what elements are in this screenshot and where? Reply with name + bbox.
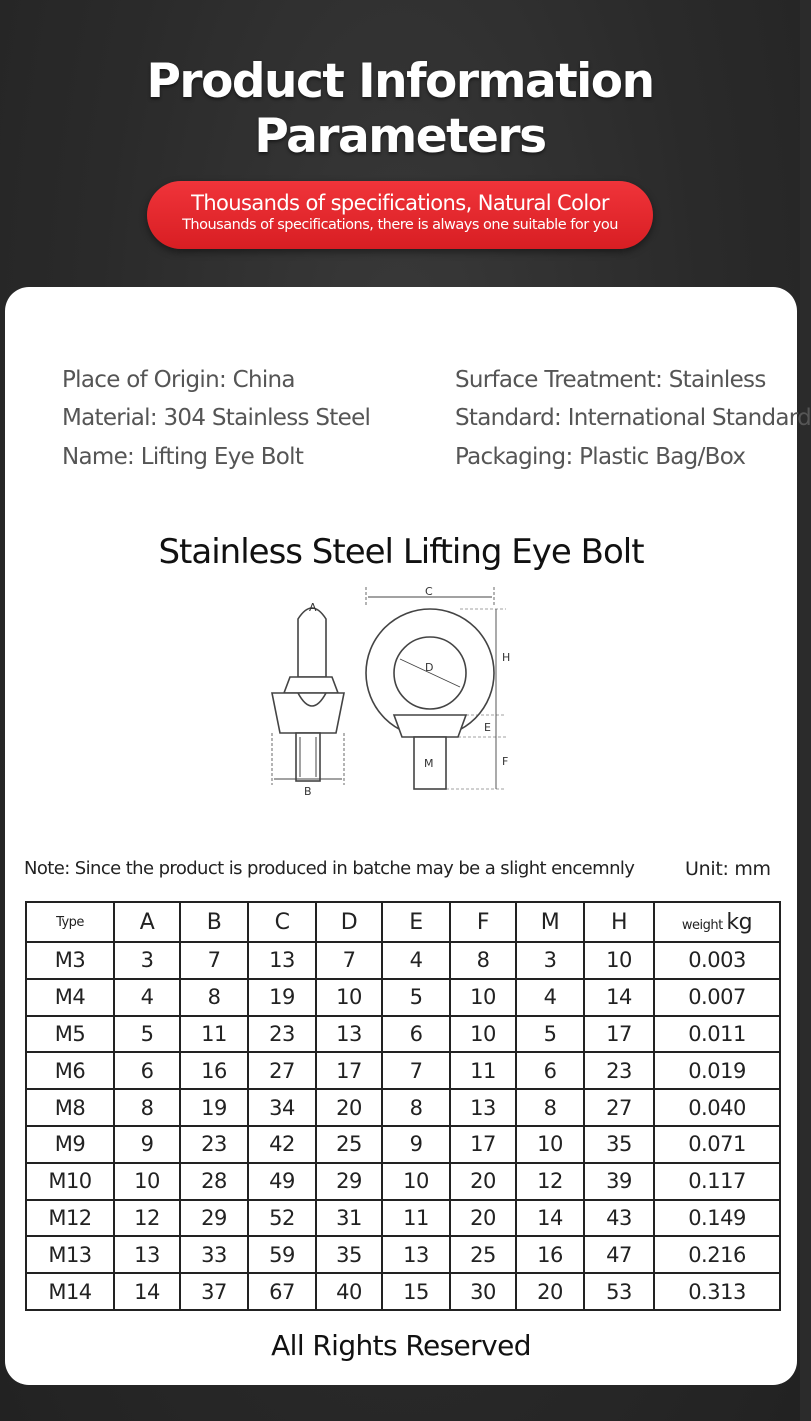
- spec-surface: Surface Treatment: Stainless: [455, 367, 766, 393]
- cell-a: 12: [114, 1200, 180, 1237]
- cell-d: 25: [316, 1126, 382, 1163]
- cell-f: 30: [450, 1273, 516, 1310]
- cell-c: 34: [248, 1089, 316, 1126]
- cell-h: 43: [584, 1200, 654, 1237]
- front-view: [366, 587, 509, 789]
- cell-a: 14: [114, 1273, 180, 1310]
- cell-c: 67: [248, 1273, 316, 1310]
- cell-m: 6: [516, 1052, 584, 1089]
- cell-c: 52: [248, 1200, 316, 1237]
- header-weight-unit: kg: [726, 909, 753, 935]
- eye-bolt-diagram: [260, 585, 530, 807]
- cell-h: 17: [584, 1016, 654, 1053]
- label-d: D: [425, 661, 434, 674]
- cell-c: 42: [248, 1126, 316, 1163]
- cell-h: 27: [584, 1089, 654, 1126]
- cell-f: 8: [450, 942, 516, 979]
- table-row: [26, 942, 780, 979]
- cell-weight: 0.149: [654, 1200, 780, 1237]
- spec-name: Name: Lifting Eye Bolt: [62, 444, 304, 470]
- cell-d: 31: [316, 1200, 382, 1237]
- cell-c: 59: [248, 1236, 316, 1273]
- cell-b: 37: [180, 1273, 248, 1310]
- cell-b: 19: [180, 1089, 248, 1126]
- header-type: Type: [26, 902, 114, 942]
- spec-material: Material: 304 Stainless Steel: [62, 405, 371, 431]
- table-row: [26, 1126, 780, 1163]
- cell-weight: 0.003: [654, 942, 780, 979]
- cell-e: 5: [382, 979, 450, 1016]
- cell-e: 8: [382, 1089, 450, 1126]
- cell-e: 13: [382, 1236, 450, 1273]
- cell-b: 7: [180, 942, 248, 979]
- label-e: E: [484, 721, 491, 734]
- cell-m: 10: [516, 1126, 584, 1163]
- table-row: [26, 1273, 780, 1310]
- header-weight: [654, 902, 780, 942]
- cell-e: 10: [382, 1163, 450, 1200]
- label-a: A: [309, 601, 317, 614]
- cell-type: M12: [26, 1200, 114, 1237]
- header-d: D: [316, 902, 382, 942]
- cell-a: 8: [114, 1089, 180, 1126]
- table-row: [26, 1163, 780, 1200]
- cell-b: 11: [180, 1016, 248, 1053]
- spec-origin: Place of Origin: China: [62, 367, 295, 393]
- cell-m: 14: [516, 1200, 584, 1237]
- cell-weight: 0.071: [654, 1126, 780, 1163]
- cell-c: 19: [248, 979, 316, 1016]
- header-a: A: [114, 902, 180, 942]
- cell-d: 10: [316, 979, 382, 1016]
- cell-type: M9: [26, 1126, 114, 1163]
- cell-c: 13: [248, 942, 316, 979]
- cell-type: M8: [26, 1089, 114, 1126]
- batch-note: Note: Since the product is produced in batche may be a slight encemnly: [24, 858, 635, 879]
- cell-weight: 0.007: [654, 979, 780, 1016]
- cell-f: 11: [450, 1052, 516, 1089]
- label-m: M: [424, 757, 434, 770]
- cell-a: 5: [114, 1016, 180, 1053]
- cell-d: 13: [316, 1016, 382, 1053]
- label-c: C: [425, 585, 433, 598]
- cell-h: 35: [584, 1126, 654, 1163]
- cell-f: 17: [450, 1126, 516, 1163]
- cell-e: 15: [382, 1273, 450, 1310]
- cell-f: 13: [450, 1089, 516, 1126]
- cell-e: 7: [382, 1052, 450, 1089]
- cell-m: 3: [516, 942, 584, 979]
- table-row: [26, 1052, 780, 1089]
- cell-f: 20: [450, 1200, 516, 1237]
- cell-e: 4: [382, 942, 450, 979]
- header-h: H: [584, 902, 654, 942]
- table-body: [26, 942, 780, 1310]
- table-row: [26, 1236, 780, 1273]
- cell-e: 9: [382, 1126, 450, 1163]
- cell-h: 39: [584, 1163, 654, 1200]
- cell-f: 25: [450, 1236, 516, 1273]
- cell-m: 16: [516, 1236, 584, 1273]
- cell-d: 35: [316, 1236, 382, 1273]
- cell-d: 29: [316, 1163, 382, 1200]
- cell-b: 28: [180, 1163, 248, 1200]
- cell-weight: 0.117: [654, 1163, 780, 1200]
- cell-f: 20: [450, 1163, 516, 1200]
- cell-a: 6: [114, 1052, 180, 1089]
- side-view: [272, 608, 344, 785]
- unit-label: Unit: mm: [685, 858, 771, 880]
- cell-d: 7: [316, 942, 382, 979]
- table-row: [26, 1016, 780, 1053]
- cell-b: 16: [180, 1052, 248, 1089]
- cell-e: 11: [382, 1200, 450, 1237]
- spec-packaging: Packaging: Plastic Bag/Box: [455, 444, 746, 470]
- header-weight-label: weight: [681, 917, 723, 933]
- cell-m: 12: [516, 1163, 584, 1200]
- header-b: B: [180, 902, 248, 942]
- cell-m: 20: [516, 1273, 584, 1310]
- cell-a: 4: [114, 979, 180, 1016]
- cell-a: 3: [114, 942, 180, 979]
- header-m: M: [516, 902, 584, 942]
- cell-a: 10: [114, 1163, 180, 1200]
- cell-e: 6: [382, 1016, 450, 1053]
- cell-type: M3: [26, 942, 114, 979]
- cell-h: 14: [584, 979, 654, 1016]
- cell-a: 9: [114, 1126, 180, 1163]
- cell-m: 4: [516, 979, 584, 1016]
- spec-banner: [147, 181, 653, 249]
- cell-h: 47: [584, 1236, 654, 1273]
- cell-type: M4: [26, 979, 114, 1016]
- cell-type: M13: [26, 1236, 114, 1273]
- cell-f: 10: [450, 1016, 516, 1053]
- cell-type: M6: [26, 1052, 114, 1089]
- info-card: [5, 287, 811, 1385]
- cell-h: 23: [584, 1052, 654, 1089]
- cell-c: 23: [248, 1016, 316, 1053]
- label-h: H: [502, 651, 511, 664]
- cell-d: 17: [316, 1052, 382, 1089]
- cell-m: 5: [516, 1016, 584, 1053]
- cell-weight: 0.313: [654, 1273, 780, 1310]
- cell-b: 33: [180, 1236, 248, 1273]
- cell-type: M14: [26, 1273, 114, 1310]
- spec-standard: Standard: International Standard: [455, 405, 811, 431]
- diagram-title: Stainless Steel Lifting Eye Bolt: [158, 532, 644, 572]
- cell-c: 27: [248, 1052, 316, 1089]
- cell-h: 10: [584, 942, 654, 979]
- cell-weight: 0.216: [654, 1236, 780, 1273]
- banner-subline: Thousands of specifications, there is always one suitable for you: [182, 217, 618, 233]
- cell-b: 23: [180, 1126, 248, 1163]
- header-f: F: [450, 902, 516, 942]
- cell-type: M10: [26, 1163, 114, 1200]
- cell-b: 8: [180, 979, 248, 1016]
- cell-weight: 0.019: [654, 1052, 780, 1089]
- cell-weight: 0.011: [654, 1016, 780, 1053]
- table-header-row: [26, 902, 780, 942]
- table-row: [26, 979, 780, 1016]
- footer-rights: All Rights Reserved: [271, 1329, 531, 1362]
- label-b: B: [304, 785, 312, 798]
- table-row: [26, 1200, 780, 1237]
- cell-d: 40: [316, 1273, 382, 1310]
- header-e: E: [382, 902, 450, 942]
- cell-d: 20: [316, 1089, 382, 1126]
- header-c: C: [248, 902, 316, 942]
- page-title: Product Information Parameters: [146, 54, 654, 164]
- cell-b: 29: [180, 1200, 248, 1237]
- cell-m: 8: [516, 1089, 584, 1126]
- dimensions-table: [25, 901, 781, 1311]
- cell-h: 53: [584, 1273, 654, 1310]
- cell-weight: 0.040: [654, 1089, 780, 1126]
- label-f: F: [502, 755, 509, 768]
- banner-headline: Thousands of specifications, Natural Color: [191, 191, 609, 215]
- cell-a: 13: [114, 1236, 180, 1273]
- cell-c: 49: [248, 1163, 316, 1200]
- table-row: [26, 1089, 780, 1126]
- cell-f: 10: [450, 979, 516, 1016]
- cell-type: M5: [26, 1016, 114, 1053]
